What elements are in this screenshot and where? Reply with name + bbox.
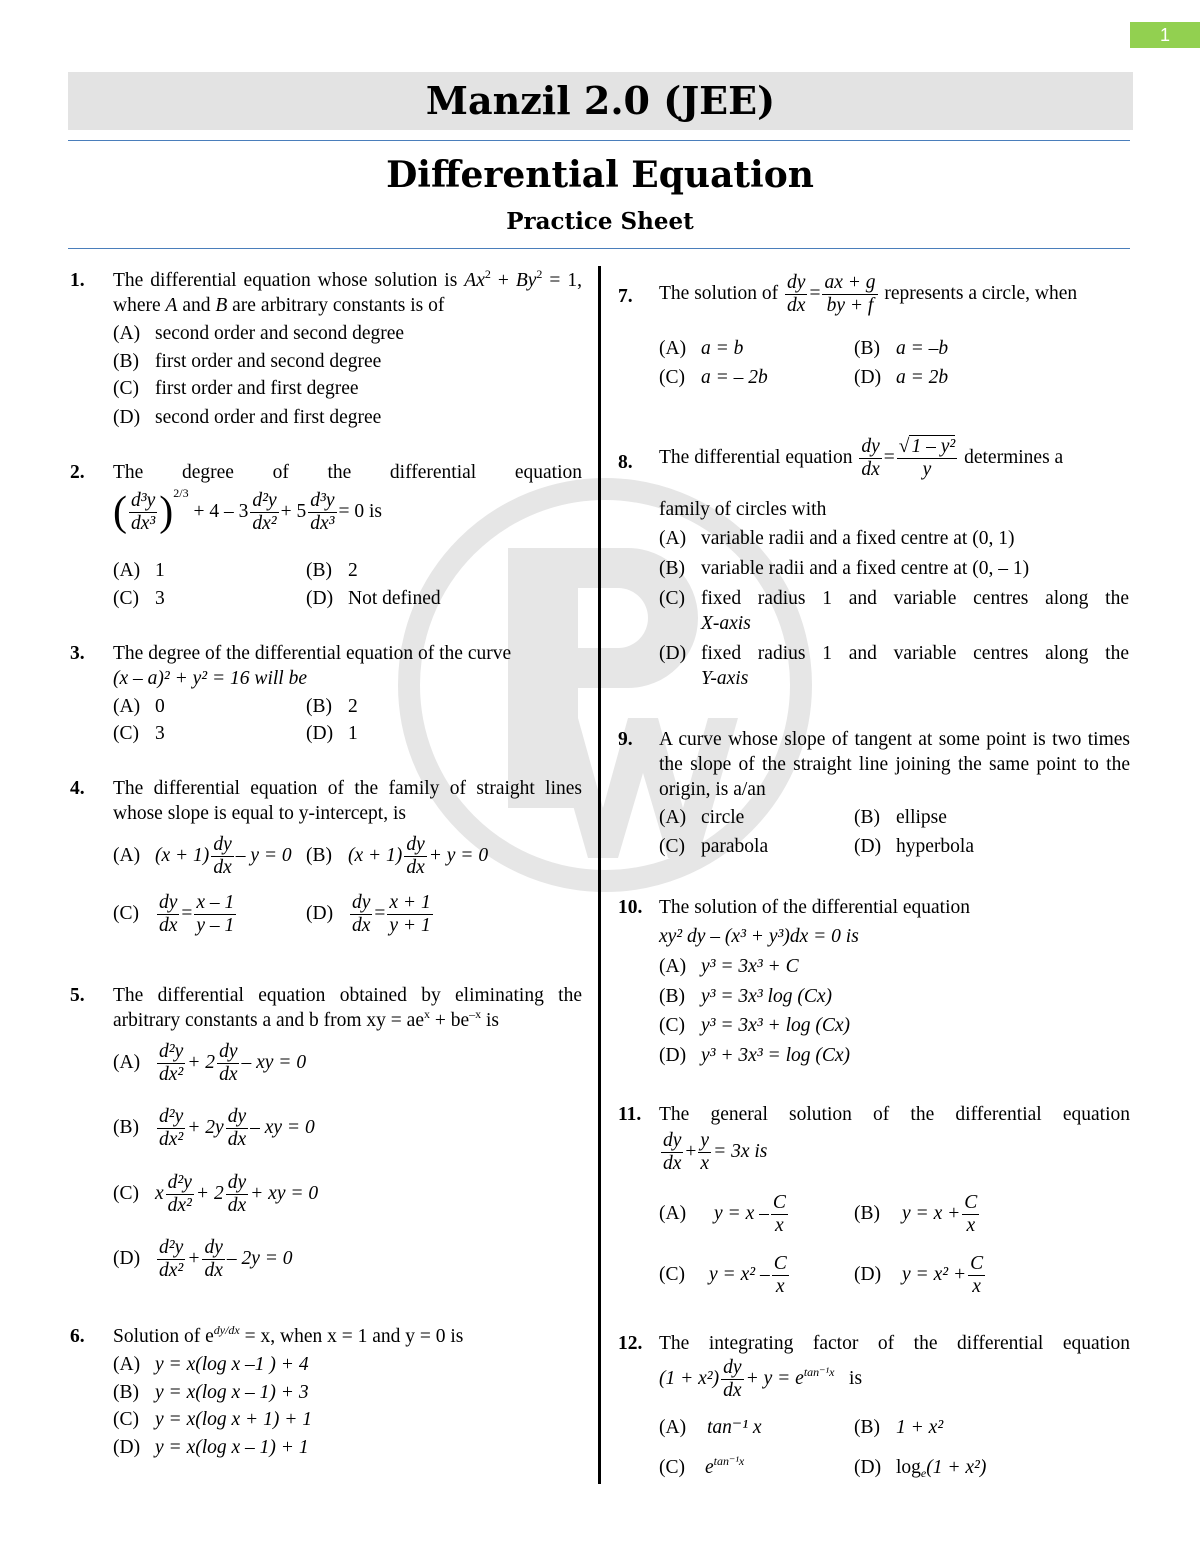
question-number: 5. (70, 985, 85, 1006)
option-a[interactable]: (A) second order and second degree (113, 323, 405, 344)
question-stem: The solution of $\frac{dy}{dx}$ = $\frac{ax + g}{by + f}$ represents a circle, when (659, 272, 1078, 316)
question-stem: The differential equation obtained by eliminating the arbitrary constants a and b from xy = $ae^x + be^{-x}$ is (113, 985, 582, 1031)
question-number: 8. (618, 452, 633, 473)
option-b[interactable]: (B) a = –b (854, 338, 949, 359)
option-b[interactable]: (B) (x + 1) $\frac{dy}{dx}$ + y = 0 (306, 834, 489, 878)
question-stem: The general solution of the differential equation (659, 1104, 1130, 1125)
option-c[interactable]: (C) y = x² – $\frac{C}{x}$ (659, 1253, 787, 1297)
question-3 (70, 641, 582, 751)
option-d[interactable]: (D) second order and first degree (113, 407, 382, 428)
question-number: 2. (70, 462, 85, 483)
question-stem: The differential equation whose solution is $Ax^2 + By^2 = 1$, where A and B are arbitrary constants is of (113, 267, 583, 316)
question-10 (618, 895, 1130, 1070)
question-number: 7. (618, 286, 633, 307)
option-d[interactable]: (D) y³ + 3x³ = log (Cx) (659, 1045, 851, 1066)
option-c[interactable]: (C) y³ = 3x³ + log (Cx) (659, 1015, 851, 1036)
question-stem: The integrating factor of the differential equation (659, 1333, 1130, 1354)
option-b[interactable]: (B) 2 (306, 560, 358, 581)
option-a[interactable]: (A) a = b (659, 338, 744, 359)
question-number: 1. (70, 270, 85, 291)
option-b[interactable]: (B) y = x + $\frac{C}{x}$ (854, 1192, 978, 1236)
option-a[interactable]: (A) variable radii and a fixed centre at (0, 1) (659, 528, 1015, 549)
option-a[interactable]: (A) tan⁻¹ x (659, 1417, 762, 1438)
title-rule (68, 248, 1130, 249)
question-number: 6. (70, 1326, 85, 1347)
option-a[interactable]: (A) (x + 1) $\frac{dy}{dx}$ – y = 0 (113, 834, 292, 878)
question-9 (618, 727, 1130, 862)
option-b[interactable]: (B) ellipse (854, 807, 947, 828)
option-d[interactable]: (D) y = x² + $\frac{C}{x}$ (854, 1253, 984, 1297)
option-a[interactable]: (A) $\frac{\text{d²y}}{\text{dx²}}$ + 2 $\frac{dy}{dx}$ – xy = 0 (113, 1041, 307, 1085)
question-number: 3. (70, 643, 85, 664)
option-a[interactable]: (A) circle (659, 807, 745, 828)
option-b[interactable]: (B) y³ = 3x³ log (Cx) (659, 986, 832, 1007)
option-d[interactable]: (D) $\frac{dy}{dx}$ = $\frac{x + 1}{y + 1}$ (306, 892, 431, 936)
option-a[interactable]: (A) y³ = 3x³ + C (659, 956, 799, 977)
question-stem-continued: family of circles with (659, 499, 827, 520)
option-c[interactable]: (C) y = x(log x + 1) + 1 (113, 1409, 312, 1430)
question-5 (70, 983, 582, 1293)
option-c[interactable]: (C) $\frac{dy}{dx}$ = $\frac{x - 1}{y - 1}$ (113, 892, 235, 936)
option-d[interactable]: (D) $\log_e(1 + x^2)$ (854, 1457, 987, 1480)
option-a[interactable]: (A) 0 (113, 696, 165, 717)
question-equation: xy² dy – (x³ + y³)dx = 0 is (659, 926, 859, 947)
option-c[interactable]: (C) 3 (113, 723, 165, 744)
question-4 (70, 776, 582, 948)
document-title: Differential Equation (386, 154, 814, 196)
option-c[interactable]: (C) first order and first degree (113, 378, 359, 399)
option-d-continued: Y-axis (701, 668, 749, 689)
question-stem: The differential equation $\frac{dy}{dx}$ = $\frac{\text{√ 1 – y²}}{y}$ determines a (659, 436, 1064, 480)
question-12 (618, 1331, 1130, 1486)
question-8 (618, 432, 1130, 697)
document-subtitle: Practice Sheet (506, 208, 694, 235)
option-c[interactable]: (C) a = – 2b (659, 367, 768, 388)
option-d[interactable]: (D) y = x(log x – 1) + 1 (113, 1437, 309, 1458)
question-equation: (1 + x²) $\frac{dy}{dx}$ + $y = e^{tan^{-1}x}$ is (659, 1357, 863, 1401)
question-1 (70, 268, 582, 438)
option-a[interactable]: (A) y = x(log x –1 ) + 4 (113, 1354, 309, 1375)
question-number: 9. (618, 729, 633, 750)
header-title: Manzil 2.0 (JEE) (68, 72, 1133, 130)
option-c[interactable]: (C) fixed radius 1 and variable centres along the (659, 588, 1129, 609)
question-stem: The degree of the differential equation of the curve (x – a)² + y² = 16 will be (113, 643, 512, 689)
question-stem: The differential equation of the family of straight lines whose slope is equal to y-intercept, is (113, 778, 582, 824)
question-number: 11. (618, 1104, 642, 1125)
option-c[interactable]: (C) 3 (113, 588, 165, 609)
option-d[interactable]: (D) hyperbola (854, 836, 974, 857)
option-c-continued: X-axis (701, 613, 751, 634)
question-6 (70, 1324, 582, 1464)
option-d[interactable]: (D) a = 2b (854, 367, 949, 388)
page-number-badge: 1 (1130, 22, 1200, 48)
question-equation: $\frac{dy}{dx}$ + $\frac{y}{x}$ = 3x is (663, 1130, 768, 1174)
question-number: 12. (618, 1333, 643, 1354)
option-a[interactable]: (A) y = x – $\frac{C}{x}$ (659, 1192, 786, 1236)
option-d[interactable]: (D) 1 (306, 723, 358, 744)
question-equation: ( $\frac{\text{d³y}}{\text{dx³}}$ )$^{2/3}$ + 4 – 3 $\frac{\text{d²y}}{\text{dx²}}$ + 5 $\frac{\text{d³y}}{\text{dx³}}$ = 0 is (113, 485, 383, 535)
option-c[interactable]: (C) parabola (659, 836, 769, 857)
question-stem: Solution of $e^{dy/dx} = x$, when x = 1 and y = 0 is (113, 1323, 464, 1347)
question-stem: A curve whose slope of tangent at some point is two times the slope of the straight line joining the same point to the origin, is a/an (659, 729, 1130, 800)
question-2 (70, 460, 582, 615)
option-b[interactable]: (B) first order and second degree (113, 351, 382, 372)
question-number: 10. (618, 897, 643, 918)
question-11 (618, 1102, 1130, 1307)
option-d[interactable]: (D) $\frac{\text{d²y}}{\text{dx²}}$ + $\frac{dy}{dx}$ – 2y = 0 (113, 1237, 293, 1281)
question-stem: The degree of the differential equation (113, 462, 582, 483)
question-number: 4. (70, 778, 85, 799)
question-stem: The solution of the differential equation (659, 897, 971, 918)
option-d[interactable]: (D) Not defined (306, 588, 441, 609)
option-b[interactable]: (B) 1 + x² (854, 1417, 944, 1438)
option-a[interactable]: (A) 1 (113, 560, 165, 581)
header-rule (68, 140, 1130, 141)
column-divider (598, 266, 601, 1484)
option-b[interactable]: (B) y = x(log x – 1) + 3 (113, 1382, 309, 1403)
question-7 (618, 272, 1130, 397)
option-c[interactable]: (C) x $\frac{\text{d²y}}{\text{dx²}}$ + 2 $\frac{dy}{dx}$ + xy = 0 (113, 1172, 319, 1216)
option-d[interactable]: (D) fixed radius 1 and variable centres along the (659, 643, 1129, 664)
option-b[interactable]: (B) 2 (306, 696, 358, 717)
option-c[interactable]: (C) $e^{tan^{-1}x}$ (659, 1454, 745, 1478)
option-b[interactable]: (B) variable radii and a fixed centre at (0, – 1) (659, 558, 1030, 579)
option-b[interactable]: (B) $\frac{\text{d²y}}{\text{dx²}}$ + 2y $\frac{dy}{dx}$ – xy = 0 (113, 1106, 315, 1150)
